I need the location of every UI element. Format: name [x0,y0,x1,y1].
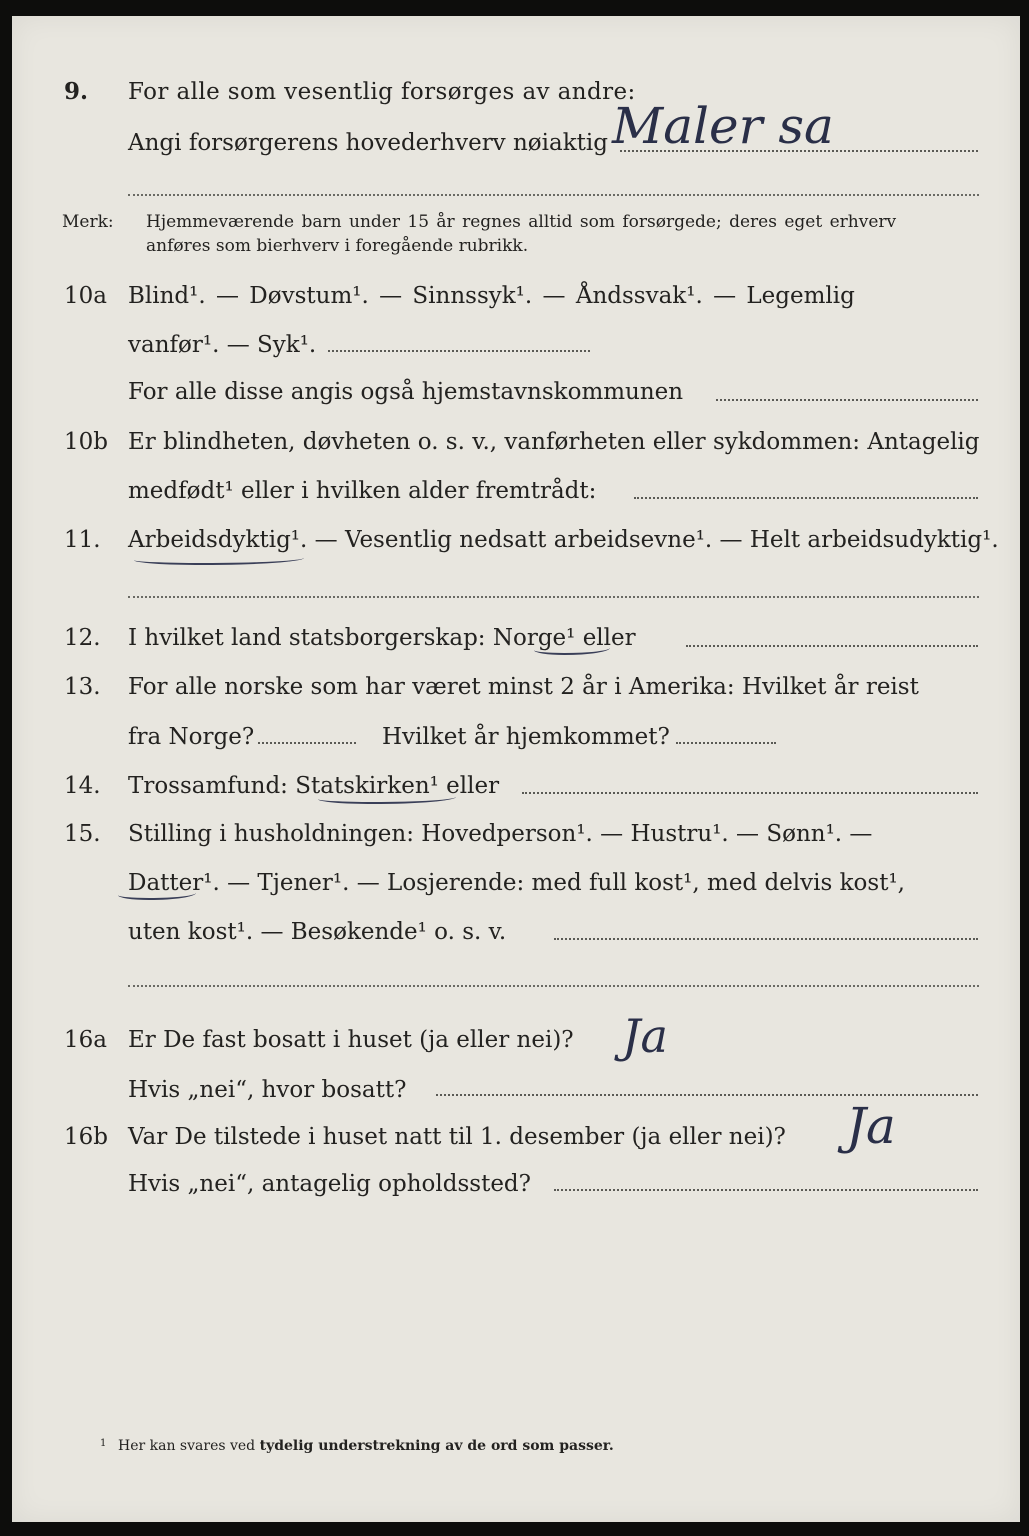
q12-number: 12. [64,625,101,651]
q10a-hometown-dotted-line [716,399,978,401]
q16a-text-line2: Hvis „nei“, hvor bosatt? [128,1077,407,1103]
q11-text: Arbeidsdyktig¹. — Vesentlig nedsatt arbeidsevne¹. — Helt arbeidsudyktig¹. [128,527,999,553]
q13-text-line2a: fra Norge? [128,724,255,750]
q11-separator [128,596,979,598]
q10b-line1 [0,422,1029,462]
q13-departure-dotted-line [258,742,356,744]
q10a-text-line2: vanfør¹. — Syk¹. [128,332,317,358]
footnote-text: Her kan svares ved [118,1438,256,1454]
q9-separator [128,194,979,196]
q13-line1 [0,667,1029,707]
q15-text-line2: Datter¹. — Tjener¹. — Losjerende: med full kost¹, med delvis kost¹, [128,870,905,896]
q13-text-line1: For alle norske som har været minst 2 år i Amerika: Hvilket år reist [128,674,919,700]
q10a-text-line1: Blind¹. — Døvstum¹. — Sinnssyk¹. — Åndssvak¹. — Legemlig [128,283,855,309]
merk-label: Merk: [62,212,114,232]
q15-text-line1: Stilling i husholdningen: Hovedperson¹. — Hustru¹. — Sønn¹. — [128,821,873,847]
footnote-marker: 1 [100,1438,107,1449]
q10a-number: 10a [64,283,107,309]
q13-return-dotted-line [676,742,776,744]
footnote [118,1436,614,1456]
q16b-text-line2: Hvis „nei“, antagelig opholdssted? [128,1171,531,1197]
q16a-handwritten-answer: Ja [622,1009,668,1063]
q10a-line2 [0,325,1029,365]
q16b-text-line1: Var De tilstede i huset natt til 1. desember (ja eller nei)? [128,1124,786,1150]
q9-line2 [0,123,1029,163]
q14-line [0,766,1029,806]
q9-text-line1: For alle som vesentlig forsørges av andre: [128,79,636,105]
q15-text-line3: uten kost¹. — Besøkende¹ o. s. v. [128,919,507,945]
q16b-line2 [0,1164,1029,1204]
footnote-bold-text: tydelig understrekning av de ord som passer. [259,1438,614,1454]
q16b-dotted-line [554,1189,978,1191]
merk-text-line1: Hjemmeværende barn under 15 år regnes alltid som forsørgede; deres eget erhverv [146,212,897,232]
q16a-line1 [0,1020,1029,1060]
q15-line3 [0,912,1029,952]
q10a-dotted-line [328,350,590,352]
q16a-number: 16a [64,1027,107,1053]
merk-text-line2: anføres som bierhverv i foregående rubrikk. [146,236,529,256]
q12-dotted-line [686,645,978,647]
q16b-handwritten-answer: Ja [846,1097,896,1155]
q13-line2 [0,717,1029,757]
q16b-number: 16b [64,1124,108,1150]
q10a-line1 [0,276,1029,316]
q10b-line2 [0,471,1029,511]
q9-text-line2: Angi forsørgerens hovederhverv nøiaktig [128,130,608,156]
q10b-dotted-line [634,497,978,499]
q10b-text-line2: medfødt¹ eller i hvilken alder fremtrådt: [128,478,597,504]
q16a-text-line1: Er De fast bosatt i huset (ja eller nei)? [128,1027,574,1053]
q11-number: 11. [64,527,101,553]
q10a-text-line3: For alle disse angis også hjemstavnskommunen [128,379,684,405]
q15-number: 15. [64,821,101,847]
q15-dotted-line [554,938,978,940]
q12-text: I hvilket land statsborgerskap: Norge¹ eller [128,625,636,651]
q15-line1 [0,814,1029,854]
q13-number: 13. [64,674,101,700]
q10b-number: 10b [64,429,108,455]
q9-answer-dotted-line [620,150,978,152]
q9-number: 9. [64,78,89,105]
q13-text-line2b: Hvilket år hjemkommet? [382,724,670,750]
q10a-line3 [0,372,1029,412]
q14-text: Trossamfund: Statskirken¹ eller [128,773,500,799]
q15-separator [128,985,979,987]
q9-handwritten-answer: Maler sa [612,97,834,155]
q14-number: 14. [64,773,101,799]
q12-line [0,618,1029,658]
q10b-text-line1: Er blindheten, døvheten o. s. v., vanførheten eller sykdommen: Antagelig [128,429,980,455]
q9-line1 [0,72,1029,112]
q14-dotted-line [522,792,978,794]
q16a-dotted-line [436,1094,978,1096]
